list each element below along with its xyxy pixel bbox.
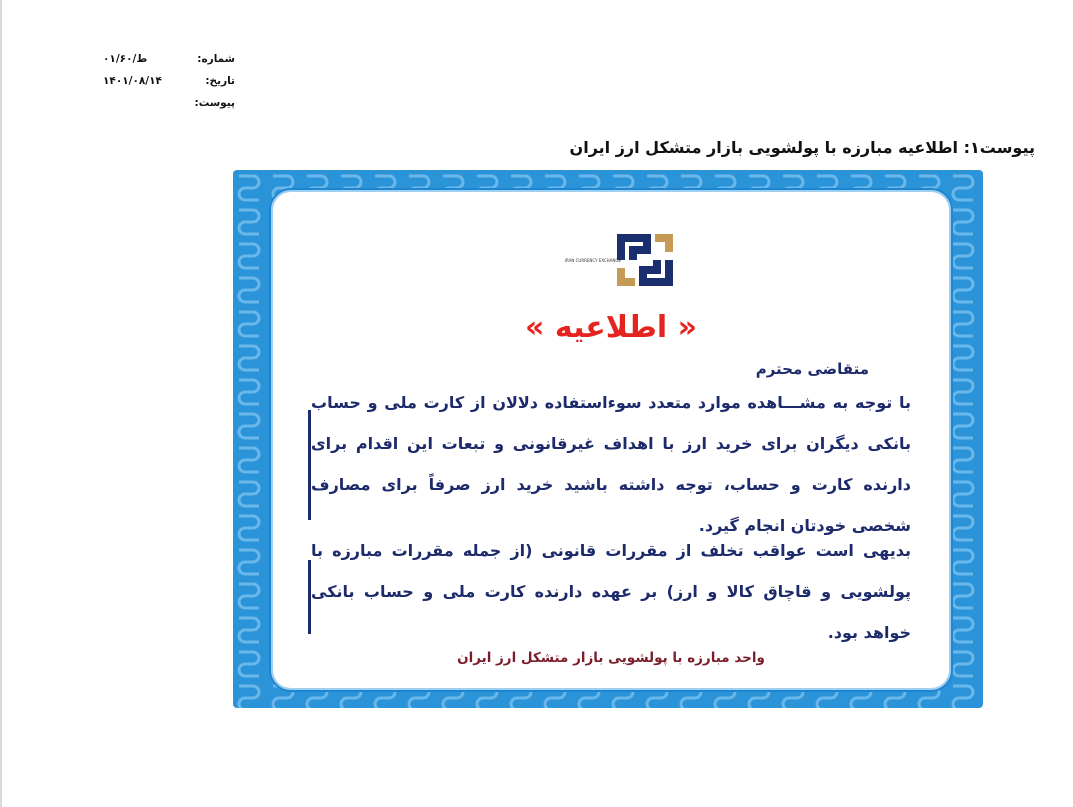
number-value: ۰۱/ط/۶۰ <box>103 53 148 65</box>
number-label: شماره: <box>197 53 235 65</box>
attachment-label: پیوست: <box>194 97 235 109</box>
meta-labels <box>193 48 235 114</box>
notice-card <box>269 188 953 692</box>
attachment-title: پیوست۱: اطلاعیه مبارزه با پولشویی بازار متشکل ارز ایران <box>569 138 1035 157</box>
signature-line: واحد مبارزه با پولشویی بازار متشکل ارز ایران <box>457 650 765 666</box>
date-label: تاریخ: <box>205 75 235 87</box>
notice-paragraph-1: با توجه به مشـــاهده موارد متعدد سوءاستفاده دلالان از کارت ملی و حساب بانکی دیگران برای خرید ارز با اهداف غیرقانونی و تبعات این اقدام برای دارنده کارت و حساب، توجه داشته باشید خرید ارز صرفاً برای مصارف شخصی خودتان انجام گیرد. <box>311 393 911 535</box>
letter-meta <box>95 48 235 118</box>
logo-caption: IRAN CURRENCY EXCHANGE <box>564 258 621 263</box>
notice-heading: « اطلاعیه » <box>525 310 697 345</box>
salutation: متقاضی محترم <box>755 360 869 378</box>
notice-paragraph-2: بدیهی است عواقب تخلف از مقررات قانونی (از جمله مقررات مبارزه با پولشویی و قاچاق کالا و ارز) بر عهده دارنده کارت ملی و حساب بانکی خواهد بود. <box>311 541 911 642</box>
scan-edge <box>0 0 2 807</box>
meta-values <box>103 48 183 92</box>
notice-frame <box>233 170 983 708</box>
date-value: ۱۴۰۱/۰۸/۱۴ <box>103 75 162 87</box>
